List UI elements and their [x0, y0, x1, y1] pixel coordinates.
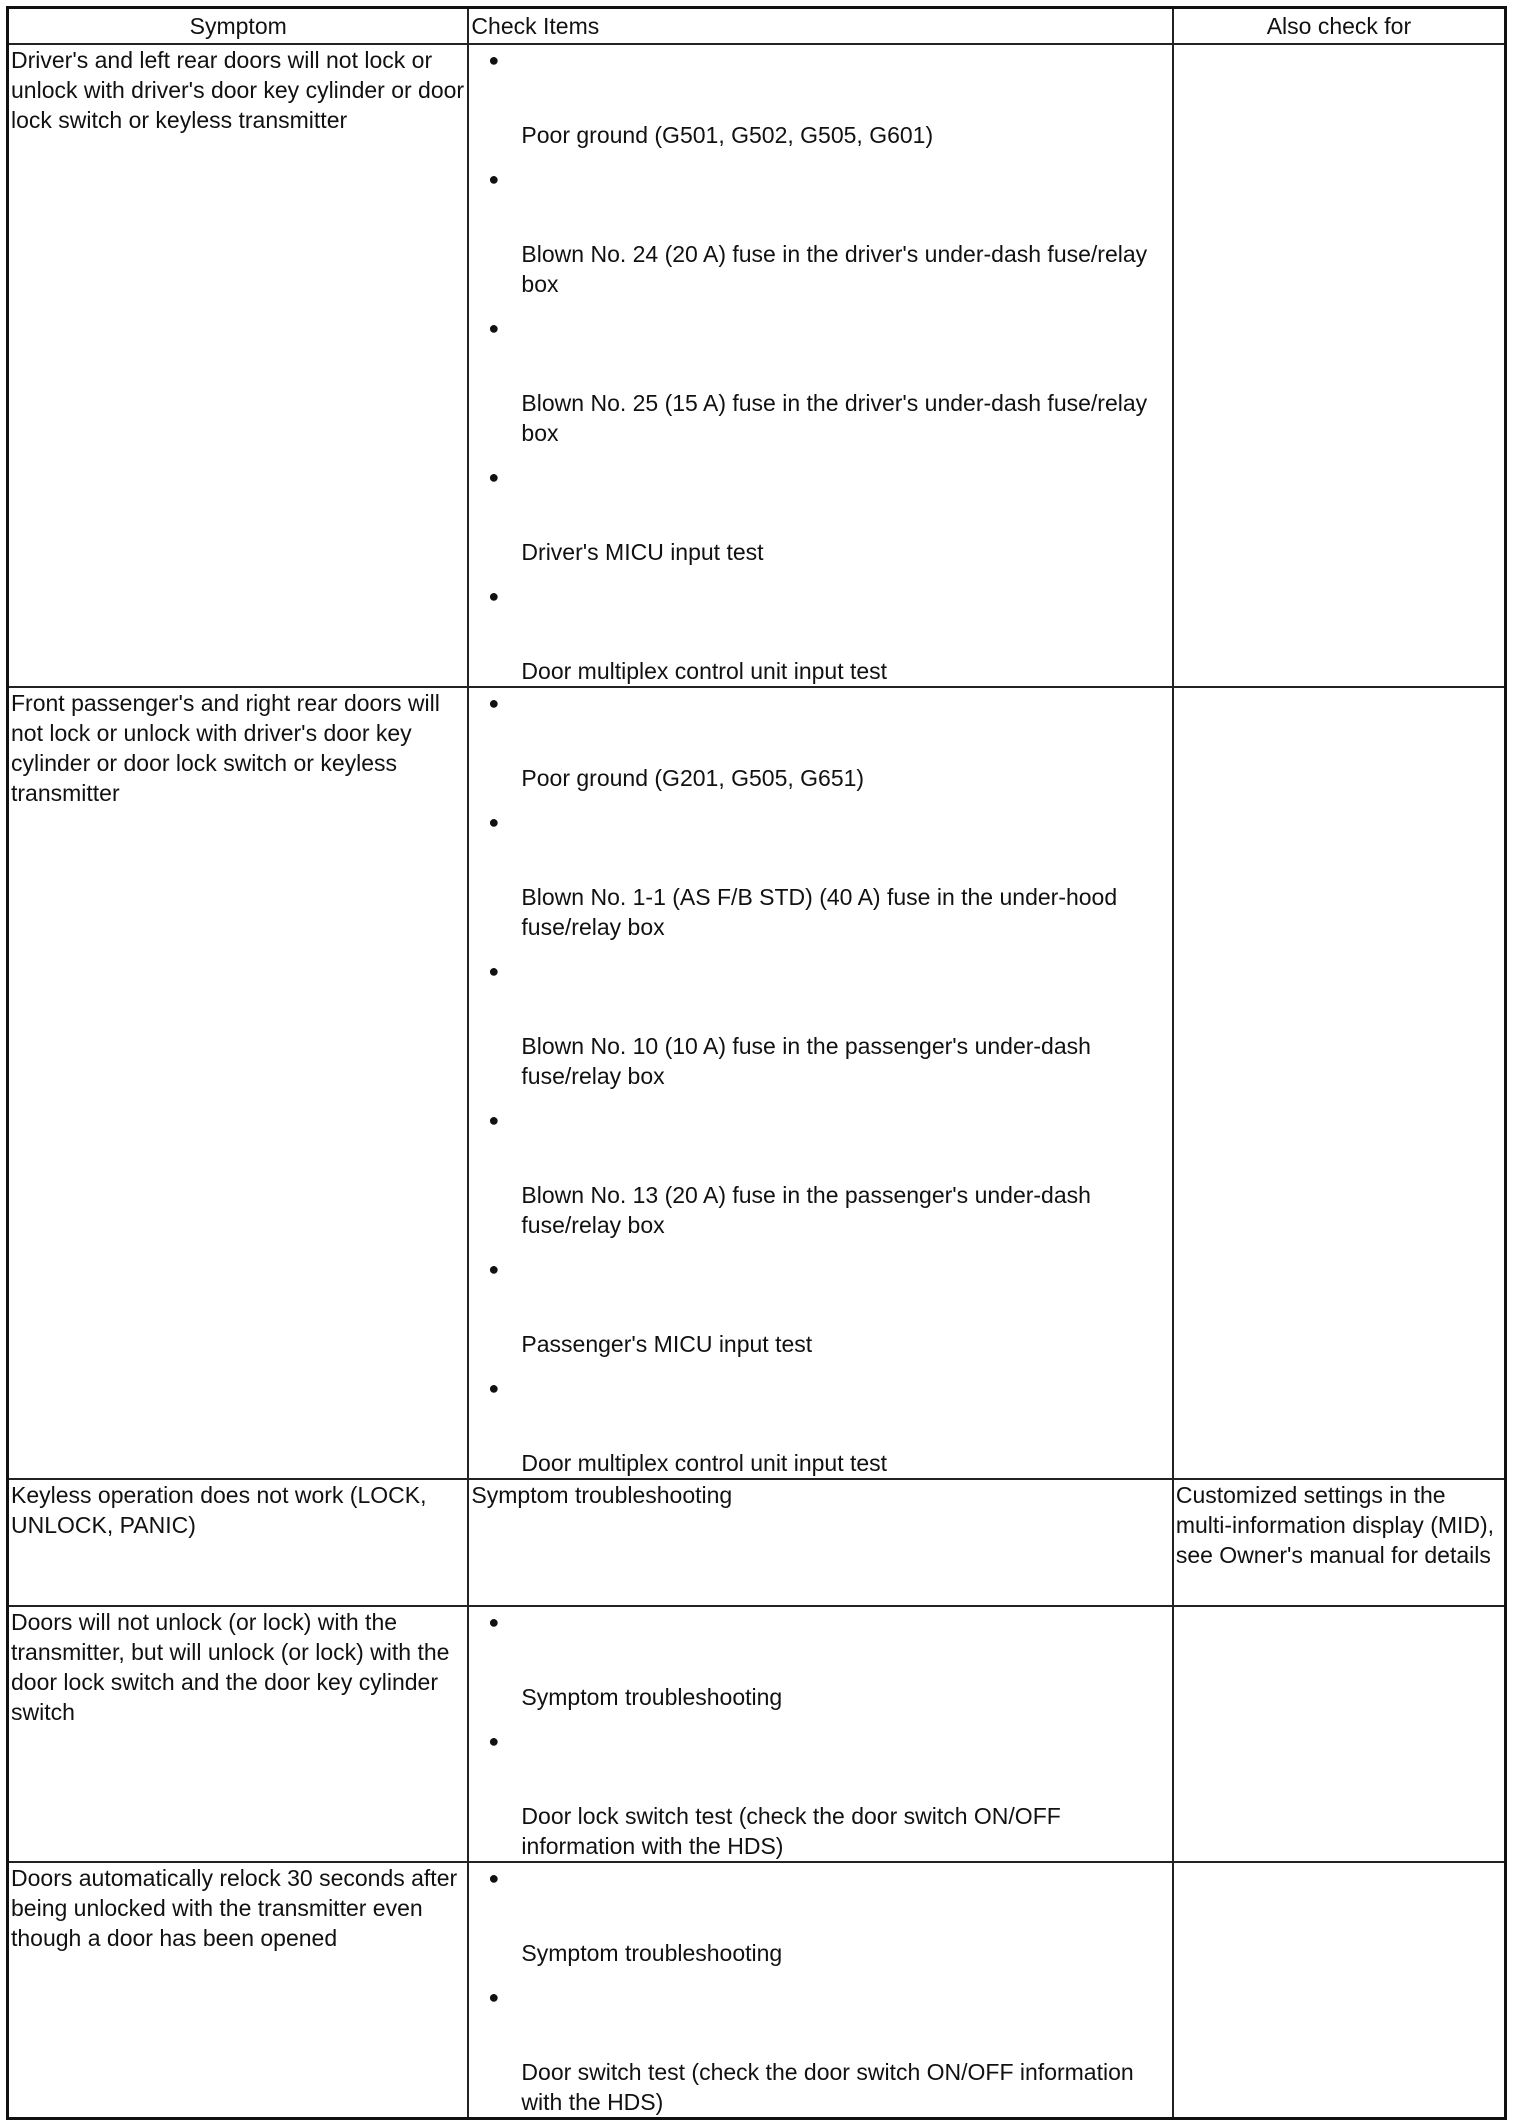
check-item — [471, 1607, 1169, 1712]
bullet-icon: ● — [488, 692, 500, 713]
symptom-cell: Doors automatically relock 30 seconds after being unlocked with the transmitter even though a door has been opened — [8, 1862, 469, 2119]
table-row — [8, 44, 1506, 687]
also-check-cell: Customized settings in the multi-information display (MID), see Owner's manual for details — [1173, 1479, 1506, 1606]
check-items-cell — [468, 687, 1172, 1479]
bullet-icon: ● — [488, 168, 500, 189]
check-item — [471, 164, 1169, 299]
check-item-text: Door switch test (check the door switch ON/OFF information with the HDS) — [521, 2058, 1134, 2115]
check-item — [471, 1373, 1169, 1478]
check-item-text: Blown No. 10 (10 A) fuse in the passenger's under-dash fuse/relay box — [521, 1032, 1091, 1089]
bullet-icon: ● — [488, 1986, 500, 2007]
check-item-text: Symptom troubleshooting — [521, 1683, 783, 1710]
check-item — [471, 45, 1169, 150]
bullet-icon: ● — [488, 466, 500, 487]
check-item-text: Door lock switch test (check the door switch ON/OFF information with the HDS) — [521, 1802, 1061, 1859]
bullet-icon: ● — [488, 1611, 500, 1632]
check-item-text: Blown No. 24 (20 A) fuse in the driver's under-dash fuse/relay box — [521, 240, 1148, 297]
bullet-icon: ● — [488, 1730, 500, 1751]
table-row — [8, 1479, 1506, 1606]
header-also-check-for: Also check for — [1173, 8, 1506, 44]
check-item — [471, 1726, 1169, 1861]
bullet-icon: ● — [488, 49, 500, 70]
check-item-text: Driver's MICU input test — [521, 538, 764, 565]
check-item-text: Blown No. 1-1 (AS F/B STD) (40 A) fuse in the under-hood fuse/relay box — [521, 883, 1118, 940]
check-item-text: Door multiplex control unit input test — [521, 657, 888, 684]
bullet-icon: ● — [488, 811, 500, 832]
bullet-icon: ● — [488, 1377, 500, 1398]
bullet-icon: ● — [488, 317, 500, 338]
check-item — [471, 1863, 1169, 1968]
symptom-cell: Doors will not unlock (or lock) with the transmitter, but will unlock (or lock) with the door lock switch and the door key cylinder switch — [8, 1606, 469, 1862]
table-row — [8, 1862, 1506, 2119]
check-item-text: Passenger's MICU input test — [521, 1330, 813, 1357]
check-item-text: Poor ground (G201, G505, G651) — [521, 764, 865, 791]
check-item — [471, 313, 1169, 448]
check-item — [471, 1982, 1169, 2117]
check-item — [471, 807, 1169, 942]
troubleshooting-table — [6, 6, 1507, 2120]
header-check-items: Check Items — [468, 8, 1172, 44]
check-item — [471, 462, 1169, 567]
check-item-text: Door multiplex control unit input test — [521, 1449, 888, 1476]
bullet-icon: ● — [488, 1258, 500, 1279]
check-items-cell — [468, 44, 1172, 687]
check-item-text: Poor ground (G501, G502, G505, G601) — [521, 121, 934, 148]
bullet-icon: ● — [488, 585, 500, 606]
table-row — [8, 1606, 1506, 1862]
check-item — [471, 1105, 1169, 1240]
table-row — [8, 687, 1506, 1479]
also-check-cell — [1173, 44, 1506, 687]
check-item-text: Symptom troubleshooting — [521, 1939, 783, 1966]
also-check-cell — [1173, 687, 1506, 1479]
check-item — [471, 956, 1169, 1091]
check-item-text: Blown No. 13 (20 A) fuse in the passenger's under-dash fuse/relay box — [521, 1181, 1091, 1238]
header-symptom: Symptom — [8, 8, 469, 44]
check-item — [471, 581, 1169, 686]
header-row — [8, 8, 1506, 44]
symptom-cell: Front passenger's and right rear doors will not lock or unlock with driver's door key cylinder or door lock switch or keyless transmitter — [8, 687, 469, 1479]
symptom-cell: Driver's and left rear doors will not lock or unlock with driver's door key cylinder or door lock switch or keyless transmitter — [8, 44, 469, 687]
check-items-cell: Symptom troubleshooting — [468, 1479, 1172, 1606]
check-item — [471, 688, 1169, 793]
bullet-icon: ● — [488, 1867, 500, 1888]
also-check-cell — [1173, 1862, 1506, 2119]
check-item — [471, 1254, 1169, 1359]
check-items-cell — [468, 1862, 1172, 2119]
bullet-icon: ● — [488, 960, 500, 981]
symptom-cell: Keyless operation does not work (LOCK, UNLOCK, PANIC) — [8, 1479, 469, 1606]
also-check-cell — [1173, 1606, 1506, 1862]
check-item-text: Blown No. 25 (15 A) fuse in the driver's under-dash fuse/relay box — [521, 389, 1148, 446]
check-items-cell — [468, 1606, 1172, 1862]
bullet-icon: ● — [488, 1109, 500, 1130]
